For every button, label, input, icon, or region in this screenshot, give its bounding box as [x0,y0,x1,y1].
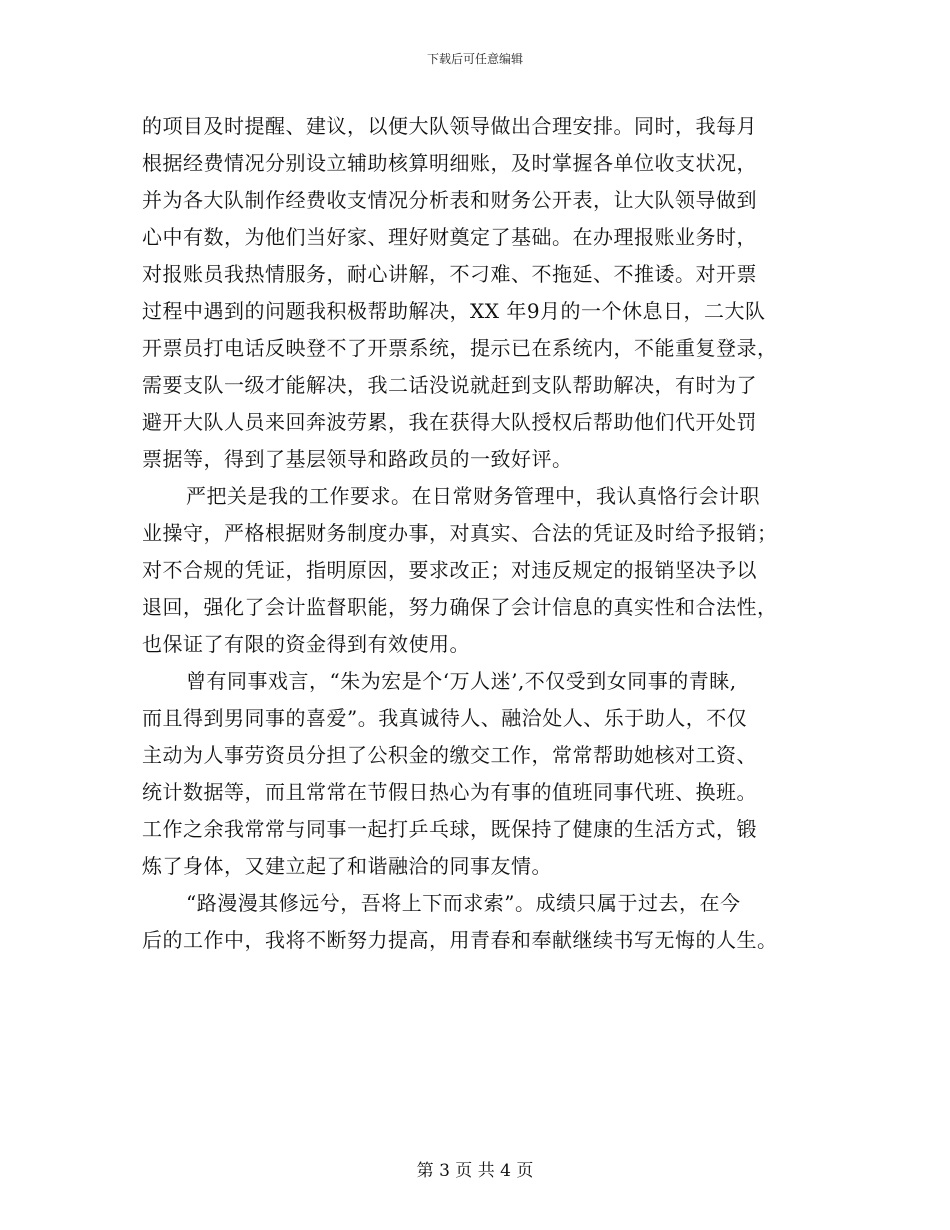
document-body [142,108,822,959]
page-header: 下载后可任意编辑 [426,52,523,66]
text-line: 对不合规的凭证，指明原因，要求改正；对违反规定的报销坚决予以 [142,558,757,582]
text-line: 的项目及时提醒、建议，以便大队领导做出合理安排。同时，我每月 [142,114,757,138]
paragraph-first-line: “路漫漫其修远兮，吾将上下而求索”。成绩只属于过去，在今 [186,891,741,915]
text-line: 退回，强化了会计监督职能，努力确保了会计信息的真实性和合法性， [142,595,778,619]
text-line: 避开大队人员来回奔波劳累，我在获得大队授权后帮助他们代开处罚 [142,410,757,434]
page-number-footer: 第 3 页 共 4 页 [416,1161,534,1181]
text-line: 主动为人事劳资员分担了公积金的缴交工作，常常帮助她核对工资、 [142,743,757,767]
text-line: 也保证了有限的资金得到有效使用。 [142,632,470,656]
text-line: 需要支队一级才能解决，我二话没说就赶到支队帮助解决，有时为了 [142,373,757,397]
text-line: 对报账员我热情服务，耐心讲解，不刁难、不拖延、不推诿。对开票 [142,262,757,286]
text-line: 心中有数，为他们当好家、理好财奠定了基础。在办理报账业务时， [142,225,757,249]
text-line: 根据经费情况分别设立辅助核算明细账，及时掌握各单位收支状况， [142,151,757,175]
text-line: 过程中遇到的问题我积极帮助解决，XX 年9月的一个休息日，二大队 [142,299,766,323]
text-line: 并为各大队制作经费收支情况分析表和财务公开表，让大队领导做到 [142,188,757,212]
paragraph-first-line: 严把关是我的工作要求。在日常财务管理中，我认真恪行会计职 [186,484,760,508]
text-line: 后的工作中，我将不断努力提高，用青春和奉献继续书写无悔的人生。 [142,928,778,952]
text-line: 炼了身体，又建立起了和谐融洽的同事友情。 [142,854,552,878]
text-line: 业操守，严格根据财务制度办事，对真实、合法的凭证及时给予报销； [142,521,778,545]
text-line: 统计数据等，而且常常在节假日热心为有事的值班同事代班、换班。 [142,780,757,804]
text-line: 而且得到男同事的喜爱”。我真诚待人、融洽处人、乐于助人，不仅 [142,706,748,730]
text-line: 票据等，得到了基层领导和路政员的一致好评。 [142,447,573,471]
text-line: 工作之余我常常与同事一起打乒乓球，既保持了健康的生活方式，锻 [142,817,757,841]
text-line: 开票员打电话反映登不了开票系统，提示已在系统内，不能重复登录， [142,336,778,360]
paragraph-first-line: 曾有同事戏言，“朱为宏是个‘万人迷’,不仅受到女同事的青睐, [186,669,737,693]
